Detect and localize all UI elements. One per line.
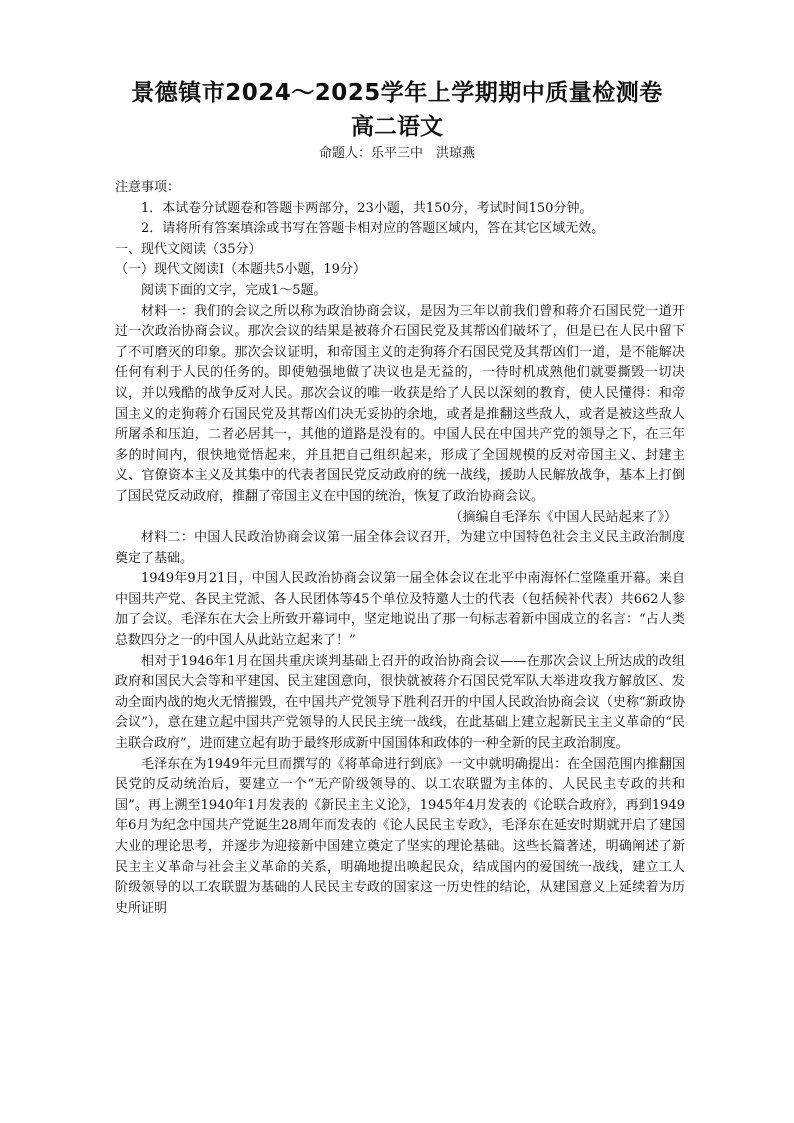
material-1-text: 材料一：我们的会议之所以称为政治协商会议，是因为三年以前我们曾和蒋介石国民党一道开过一次政治协商会议。那次会议的结果是被蒋介石国民党及其帮凶们破坏了，但是已在人民中留下了不可磨灭的印象。那次会议证明，和帝国主义的走狗蒋介石国民党及其帮凶们一道，是不能解决任何有利于人民的任务的。即使勉强地做了决议也是无益的，一待时机成熟他们就要撕毁一切决议，并以残酷的战争反对人民。那次会议的唯一收获是给了人民以深刻的教育，使人民懂得：和帝国主义的走狗蒋介石国民党及其帮凶们决无妥协的余地，或者是推翻这些敌人，或者是被这些敌人所屠杀和压迫，二者必居其一，其他的道路是没有的。中国人民在中国共产党的领导之下，在三年多的时间内，很快地觉悟起来，并且把自己组织起来，形成了全国规模的反对帝国主义、封建主义、官僚资本主义及其集中的代表者国民党反动政府的统一战线，援助人民解放战争，基本上打倒了国民党反动政府，推翻了帝国主义在中国的统治，恢复了政治协商会议。 xyxy=(115,303,685,504)
exam-author: 命题人：乐平三中 洪琼燕 xyxy=(318,146,475,161)
material-2-intro: 材料二：中国人民政治协商会议第一届全体会议召开，为建立中国特色社会主义民主政治制度奠定了基础。 xyxy=(115,530,685,566)
material-2-paragraph-2: 相对于1946年1月在国共重庆谈判基础上召开的政治协商会议——在那次会议上所达成的改组政府和国民大会等和平建国、民主建国意向，很快就被蒋介石国民党军队大举进攻我方解放区、发动全面内战的炮火无情摧毁，在中国共产党领导下胜利召开的中国人民政治协商会议（史称“新政协会议”），意在建立起中国共产党领导的人民民主统一战线，在此基础上建立起新民主主义革命的“民主联合政府”，进而建立起有助于最终形成新中国国体和政体的一种全新的民主政治制度。 xyxy=(115,653,685,752)
material-2-paragraph-1: 1949年9月21日，中国人民政治协商会议第一届全体会议在北平中南海怀仁堂隆重开幕。来自中国共产党、各民主党派、各人民团体等45个单位及特邀人士的代表（包括候补代表）共662人参加了会议。毛泽东在大会上所致开幕词中，坚定地说出了那一句标志着新中国成立的名言：“占人类总数四分之一的中国人从此站立起来了！” xyxy=(115,571,685,649)
material-2-paragraph-3: 毛泽东在为1949年元旦而撰写的《将革命进行到底》一文中就明确提出：在全国范围内推翻国民党的反动统治后，要建立一个“无产阶级领导的、以工农联盟为主体的、人民民主专政的共和国”。再上溯至1940年1月发表的《新民主主义论》，1945年4月发表的《论联合政府》，再到1949年6月为纪念中国共产党诞生28周年而发表的《论人民民主专政》，毛泽东在延安时期就开启了建国大业的理论思考，并逐步为迎接新中国建立奠定了坚实的理论基础。这些长篇著述，明确阐述了新民主主义革命与社会主义革命的关系，明确地提出唤起民众，结成国内的爱国统一战线，建立工人阶级领导的以工农联盟为基础的人民民主专政的国家这一历史性的结论，从建国意义上延续着为历史所证明 xyxy=(115,756,685,916)
exam-content xyxy=(115,178,685,919)
reading-instruction: 阅读下面的文字，完成1～5题。 xyxy=(141,282,327,298)
exam-title: 景德镇市2024～2025学年上学期期中质量检测卷 xyxy=(131,80,663,106)
subsection-heading: （一）现代文阅读Ⅰ（本题共5小题，19分） xyxy=(115,262,366,278)
section-heading: 一、现代文阅读（35分） xyxy=(115,241,262,257)
notice-item-2: 2．请将所有答案填涂或书写在答题卡相对应的答题区域内，答在其它区域无效。 xyxy=(141,221,605,237)
exam-subject: 高二语文 xyxy=(351,114,443,140)
notice-heading: 注意事项： xyxy=(115,180,181,195)
notice-item-1: 1．本试卷分试题卷和答题卡两部分，23小题，共150分，考试时间150分钟。 xyxy=(141,200,593,216)
material-1-source: （摘编自毛泽东《中国人民站起来了》） xyxy=(449,509,677,525)
